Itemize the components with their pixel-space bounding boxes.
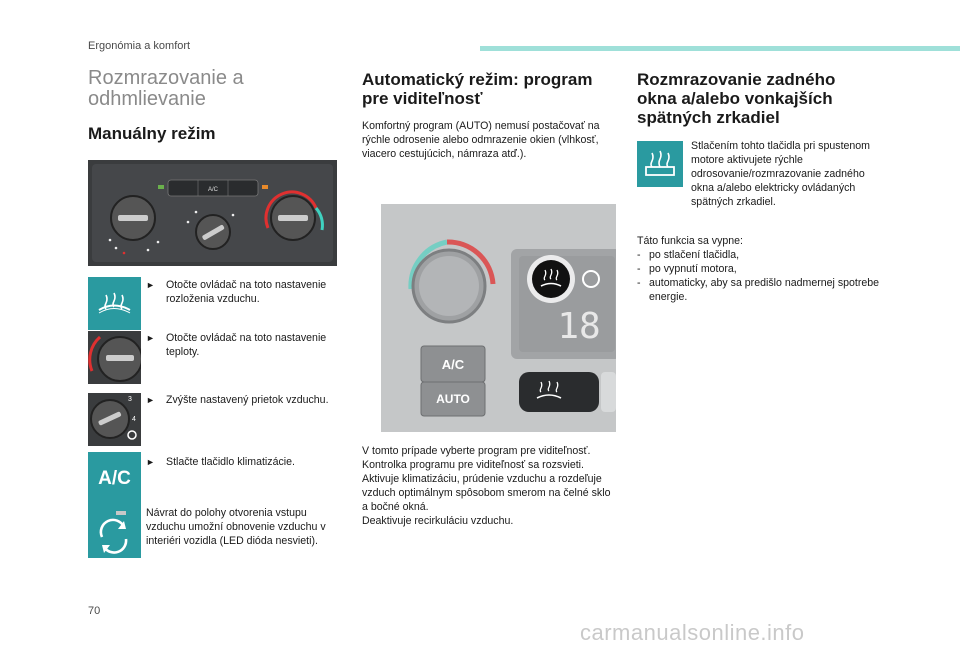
photo-auto-button: AUTO bbox=[436, 392, 470, 406]
automatic-intro: Komfortný program (AUTO) nemusí postačovať na rýchle odrosenie alebo odmrazenie okien (vlhkosť, viacero cestujúcich, námraza atď.). bbox=[362, 120, 600, 160]
header-accent-bar bbox=[480, 46, 960, 51]
windshield-defrost-icon bbox=[88, 277, 141, 330]
visibility-text bbox=[362, 444, 617, 528]
automatic-mode-heading: Automatický režim: program pre viditeľnosť bbox=[362, 70, 593, 108]
recirculation-text: Návrat do polohy otvorenia vstupu vzduchu umožní obnovenie vzduchu v interiéri vozidla (LED dióda nesvieti). bbox=[146, 507, 326, 547]
climate-panel-illustration bbox=[88, 160, 337, 266]
fan-speed-knob-icon bbox=[88, 393, 141, 446]
svg-text:4: 4 bbox=[132, 416, 136, 423]
bullet-marker-icon: ► bbox=[146, 457, 155, 467]
step-4-text: Stlačte tlačidlo klimatizácie. bbox=[166, 456, 295, 468]
ac-button-icon bbox=[88, 452, 141, 505]
list-item: - po vypnutí motora, bbox=[637, 262, 887, 276]
section-label: Ergonómia a komfort bbox=[88, 40, 191, 52]
recirculation-icon bbox=[88, 505, 141, 558]
watermark: carmanualsonline.info bbox=[580, 620, 805, 645]
step-2 bbox=[146, 331, 336, 359]
list-item: - po stlačení tlačidla, bbox=[637, 248, 887, 262]
manual-mode-heading: Manuálny režim bbox=[88, 124, 216, 143]
page-title: Rozmrazovanie a odhmlievanie bbox=[88, 67, 244, 110]
temperature-knob-icon bbox=[88, 331, 141, 384]
step-1-text: Otočte ovládač na toto nastavenie rozloženia vzduchu. bbox=[166, 279, 327, 305]
photo-temperature-display: 18 bbox=[557, 305, 601, 347]
svg-text:3: 3 bbox=[128, 396, 132, 403]
list-item: - automaticky, aby sa predišlo nadmernej spotrebe energie. bbox=[637, 276, 887, 304]
visibility-paragraph-3: Deaktivuje recirkuláciu vzduchu. bbox=[362, 515, 514, 527]
page-number: 70 bbox=[88, 605, 101, 617]
rear-defrost-text: Stlačením tohto tlačidla pri spustenom motore aktivujete rýchle odrosovanie/rozmrazovanie zadného okna a/alebo elektricky ovládaných spätných zrkadiel. bbox=[691, 140, 871, 208]
step-3-text: Zvýšte nastavený prietok vzduchu. bbox=[166, 394, 329, 406]
bullet-marker-icon: ► bbox=[146, 280, 155, 290]
rear-defrost-heading: Rozmrazovanie zadného okna a/alebo vonkajších spätných zrkadiel bbox=[637, 70, 836, 127]
photo-ac-button: A/C bbox=[441, 356, 465, 372]
step-3 bbox=[146, 393, 336, 407]
bullet-marker-icon: ► bbox=[146, 395, 155, 405]
bullet-marker-icon: ► bbox=[146, 333, 155, 343]
ac-label: A/C bbox=[98, 467, 131, 489]
step-2-text: Otočte ovládač na toto nastavenie teploty. bbox=[166, 332, 327, 358]
step-4 bbox=[146, 455, 336, 469]
function-off-intro: Táto funkcia sa vypne: bbox=[637, 235, 743, 247]
function-off-block bbox=[637, 234, 887, 304]
svg-text:A/C: A/C bbox=[207, 187, 219, 193]
visibility-paragraph-2: Aktivuje klimatizáciu, prúdenie vzduchu a rozdeľuje vzduch optimálnym spôsobom smerom na čelné sklo a bočné okná. bbox=[362, 473, 611, 513]
visibility-program-photo bbox=[381, 204, 616, 432]
step-1 bbox=[146, 278, 336, 306]
rear-window-defrost-icon bbox=[637, 141, 683, 187]
function-off-list bbox=[637, 248, 887, 304]
visibility-paragraph-1: V tomto prípade vyberte program pre viditeľnosť. Kontrolka programu pre viditeľnosť sa rozsvieti. bbox=[362, 445, 591, 471]
